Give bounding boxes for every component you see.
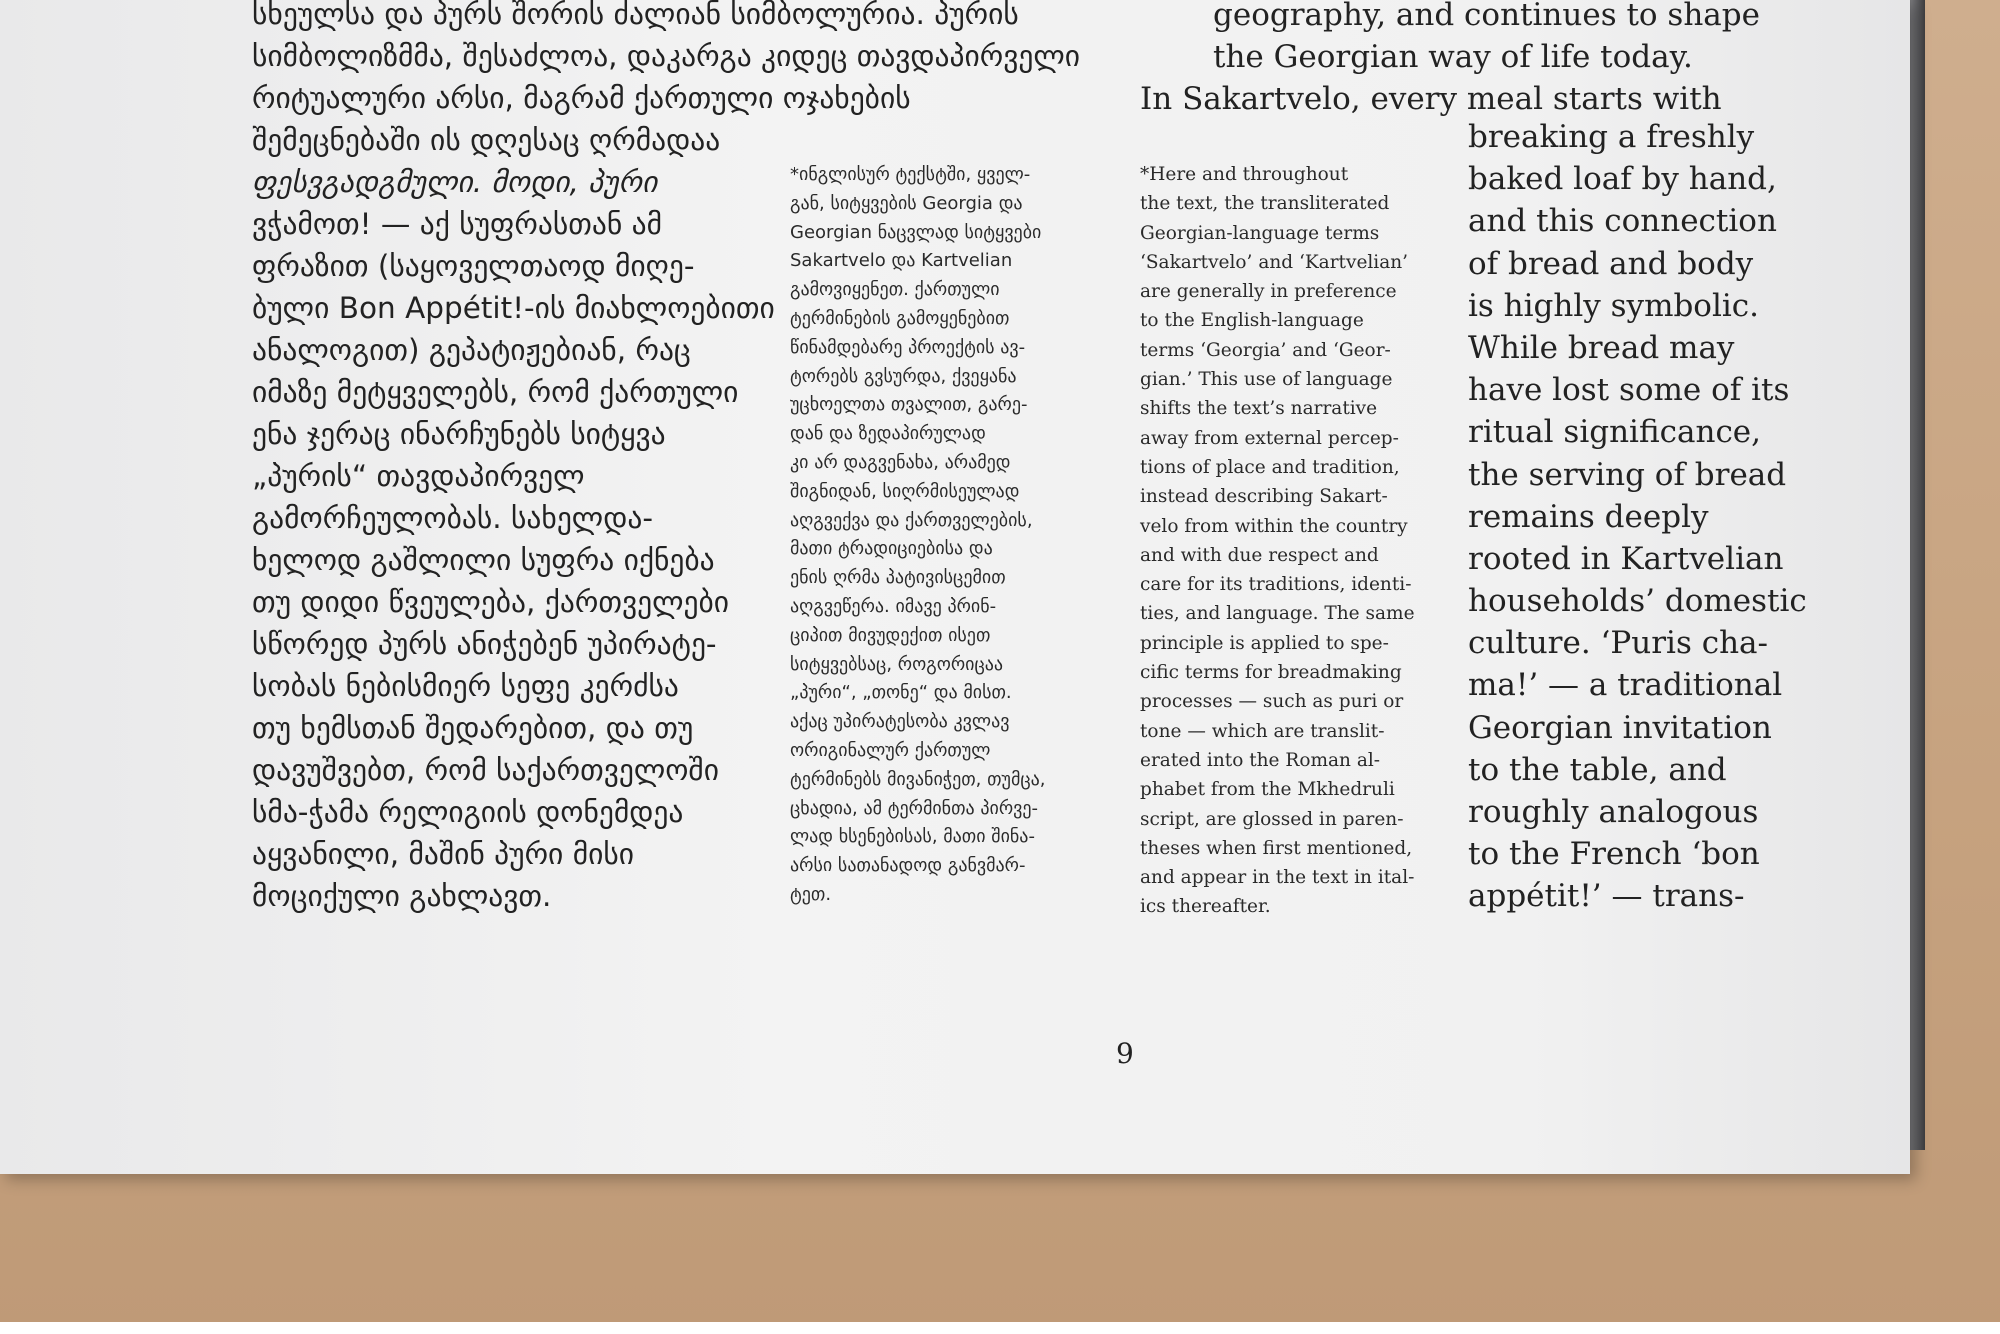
english-top-line: In Sakartvelo, every meal starts with [1140,81,1722,117]
georgian-main-line: ხელოდ გაშლილი სუფრა იქნება [252,543,715,577]
english-main-line: breaking a freshly [1468,119,1755,155]
english-main-line: baked loaf by hand, [1468,161,1777,198]
georgian-main-line: ენა ჯერაც ინარჩუნებს სიტყვა [252,417,666,451]
georgian-main-line: სწორედ პურს ანიჭებენ უპირატე- [252,627,717,661]
georgian-main-line: სიმბოლიზმმა, შესაძლოა, დაკარგა კიდეც თავდაპირველი [252,39,1081,73]
english-note-line: ‘Sakartvelo’ and ‘Kartvelian’ [1140,251,1409,273]
english-note-line: to the English-language [1140,310,1364,332]
georgian-main-line: ანალოგით) გეპატიჟებიან, რაც [252,333,691,367]
image-bottom-border [0,1322,2000,1334]
english-note-line: tions of place and tradition, [1140,456,1400,478]
georgian-main-line: ვჭამოთ! — აქ სუფრასთან ამ [252,207,663,241]
english-main-line: ma!’ — a traditional [1468,667,1783,704]
english-note-line: the text, the transliterated [1140,193,1390,215]
english-main-line: the serving of bread [1468,456,1787,493]
english-note-line: principle is applied to spe- [1140,632,1389,654]
english-note-line: shifts the text’s narrative [1140,398,1378,420]
georgian-main-line: სხეულსა და პურს შორის ძალიან სიმბოლურია. პურის [252,0,1019,31]
georgian-main-line: იმაზე მეტყველებს, რომ ქართული [252,375,739,409]
georgian-note-line: უცხოელთა თვალით, გარე- [790,394,1028,416]
english-note-line: erated into the Roman al- [1140,749,1381,771]
english-main-line: appétit!’ — trans- [1468,878,1745,915]
english-note-line: ties, and language. The same [1140,603,1415,625]
georgian-main-line: ფრაზით (საყოველთაოდ მიღე- [252,249,695,283]
georgian-note-line: Sakartvelo და Kartvelian [790,250,1013,272]
georgian-note-line: გან, სიტყვების Georgia და [790,192,1023,214]
english-main-line: is highly symbolic. [1468,287,1760,324]
english-note-line: instead describing Sakart- [1140,486,1388,508]
georgian-note-line: გამოვიყენეთ. ქართული [790,279,1000,301]
georgian-main-line: სმა-ჭამა რელიგიის დონემდეა [252,795,684,829]
english-note-line: processes — such as puri or [1140,691,1404,713]
english-main-line: have lost some of its [1468,372,1790,409]
georgian-main-line: თუ დიდი წვეულება, ქართველები [252,585,729,619]
english-main-line: rooted in Kartvelian [1468,540,1784,577]
page-number: 9 [1116,1037,1134,1070]
georgian-note-line: სიტყვებსაც, როგორიცაა [790,653,1004,675]
georgian-note-line: ტორებს გვსურდა, ქვეყანა [790,365,1017,387]
english-note-line: gian.’ This use of language [1140,369,1393,391]
georgian-main-line: შემეცნებაში ის დღესაც ღრმადაა [252,123,721,157]
english-note-line: tone — which are translit- [1140,720,1385,742]
english-note-line: ics thereafter. [1140,896,1271,918]
georgian-note-line: დან და ზედაპირულად [790,423,986,445]
georgian-note-line: ლად ხსენებისას, მათი შინა- [790,826,1035,848]
english-note-line: terms ‘Georgia’ and ‘Geor- [1140,339,1391,361]
english-note-line: phabet from the Mkhedruli [1140,779,1395,801]
english-main-line: households’ domestic [1468,583,1807,620]
georgian-note-line: Georgian ნაცვლად სიტყვები [790,221,1042,243]
english-main-line: to the table, and [1468,751,1727,788]
english-note-line: script, are glossed in paren- [1140,808,1404,830]
georgian-note-line: აღგვეწერა. იმავე პრინ- [790,595,997,617]
english-footnote [1140,166,1415,928]
english-main-line: While bread may [1468,329,1735,366]
english-note-line: velo from within the country [1140,515,1408,537]
english-note-line: and with due respect and [1140,544,1379,566]
georgian-note-line: წინამდებარე პროექტის ავ- [790,336,1026,358]
english-main-line: of bread and body [1468,245,1754,282]
english-main-line: culture. ‘Puris cha- [1468,625,1768,662]
georgian-main-line: „პურის“ თავდაპირველ [252,459,585,493]
georgian-note-line: შიგნიდან, სიღრმისეულად [790,480,1020,502]
english-top-line: geography, and continues to shape [1213,0,1760,33]
english-main-line: ritual significance, [1468,414,1762,451]
english-note-line: theses when first mentioned, [1140,837,1413,859]
georgian-note-line: ტეთ. [790,883,832,905]
english-main-line: roughly analogous [1468,794,1759,830]
english-note-line: cific terms for breadmaking [1140,662,1402,684]
georgian-main-line: გამორჩეულობას. სახელდა- [252,501,653,535]
georgian-main-line: აყვანილი, მაშინ პური მისი [252,837,635,871]
english-top-lines [1140,0,1760,126]
georgian-note-line: ცხადია, ამ ტერმინთა პირვე- [790,797,1039,819]
georgian-main-line: თუ ხემსთან შედარებით, და თუ [252,711,694,745]
georgian-note-line: არსი სათანადოდ განვმარ- [790,855,1026,877]
georgian-note-line: კი არ დაგვენახა, არამედ [790,451,1011,473]
georgian-note-line: ორიგინალურ ქართულ [790,739,991,761]
georgian-note-line: „პური“, „თონე“ და მისთ. [790,682,1012,704]
georgian-note-line: მათი ტრადიციებისა და [790,538,993,560]
english-main-line: Georgian invitation [1468,709,1772,746]
georgian-note-line: ციპით მივუდექით ისეთ [790,624,991,646]
georgian-note-line: ტერმინების გამოყენებით [790,307,1010,329]
georgian-main-line: დავუშვებთ, რომ საქართველოში [252,753,719,787]
english-note-line: *Here and throughout [1140,164,1349,185]
georgian-note-line: *ინგლისურ ტექსტში, ყველ- [790,164,1031,185]
georgian-footnote [790,166,1046,915]
georgian-main-line: ფესვგადგმული. მოდი, პური [252,165,658,199]
english-top-line: the Georgian way of life today. [1213,39,1693,75]
english-note-line: are generally in preference [1140,281,1397,303]
english-note-line: Georgian-language terms [1140,222,1380,244]
georgian-main-line: ბული Bon Appétit!-ის მიახლოებითი [252,291,775,325]
georgian-main-line: მოციქული გახლავთ. [252,879,552,913]
english-note-line: away from external percep- [1140,427,1399,449]
english-main-line: to the French ‘bon [1468,836,1760,873]
georgian-note-line: ტერმინებს მივანიჭეთ, თუმცა, [790,768,1046,790]
georgian-note-line: ენის ღრმა პატივისცემით [790,567,1006,589]
georgian-main-line: სობას ნებისმიერ სეფე კერძსა [252,669,679,703]
georgian-note-line: აღგვექვა და ქართველების, [790,509,1033,531]
english-main-line: and this connection [1468,203,1777,240]
georgian-note-line: აქაც უპირატესობა კვლავ [790,711,1010,733]
english-main-column [1468,119,1807,924]
english-note-line: and appear in the text in ital- [1140,867,1415,889]
english-note-line: care for its traditions, identi- [1140,574,1412,596]
georgian-main-line: რიტუალური არსი, მაგრამ ქართული ოჯახების [252,81,911,115]
english-main-line: remains deeply [1468,498,1709,535]
